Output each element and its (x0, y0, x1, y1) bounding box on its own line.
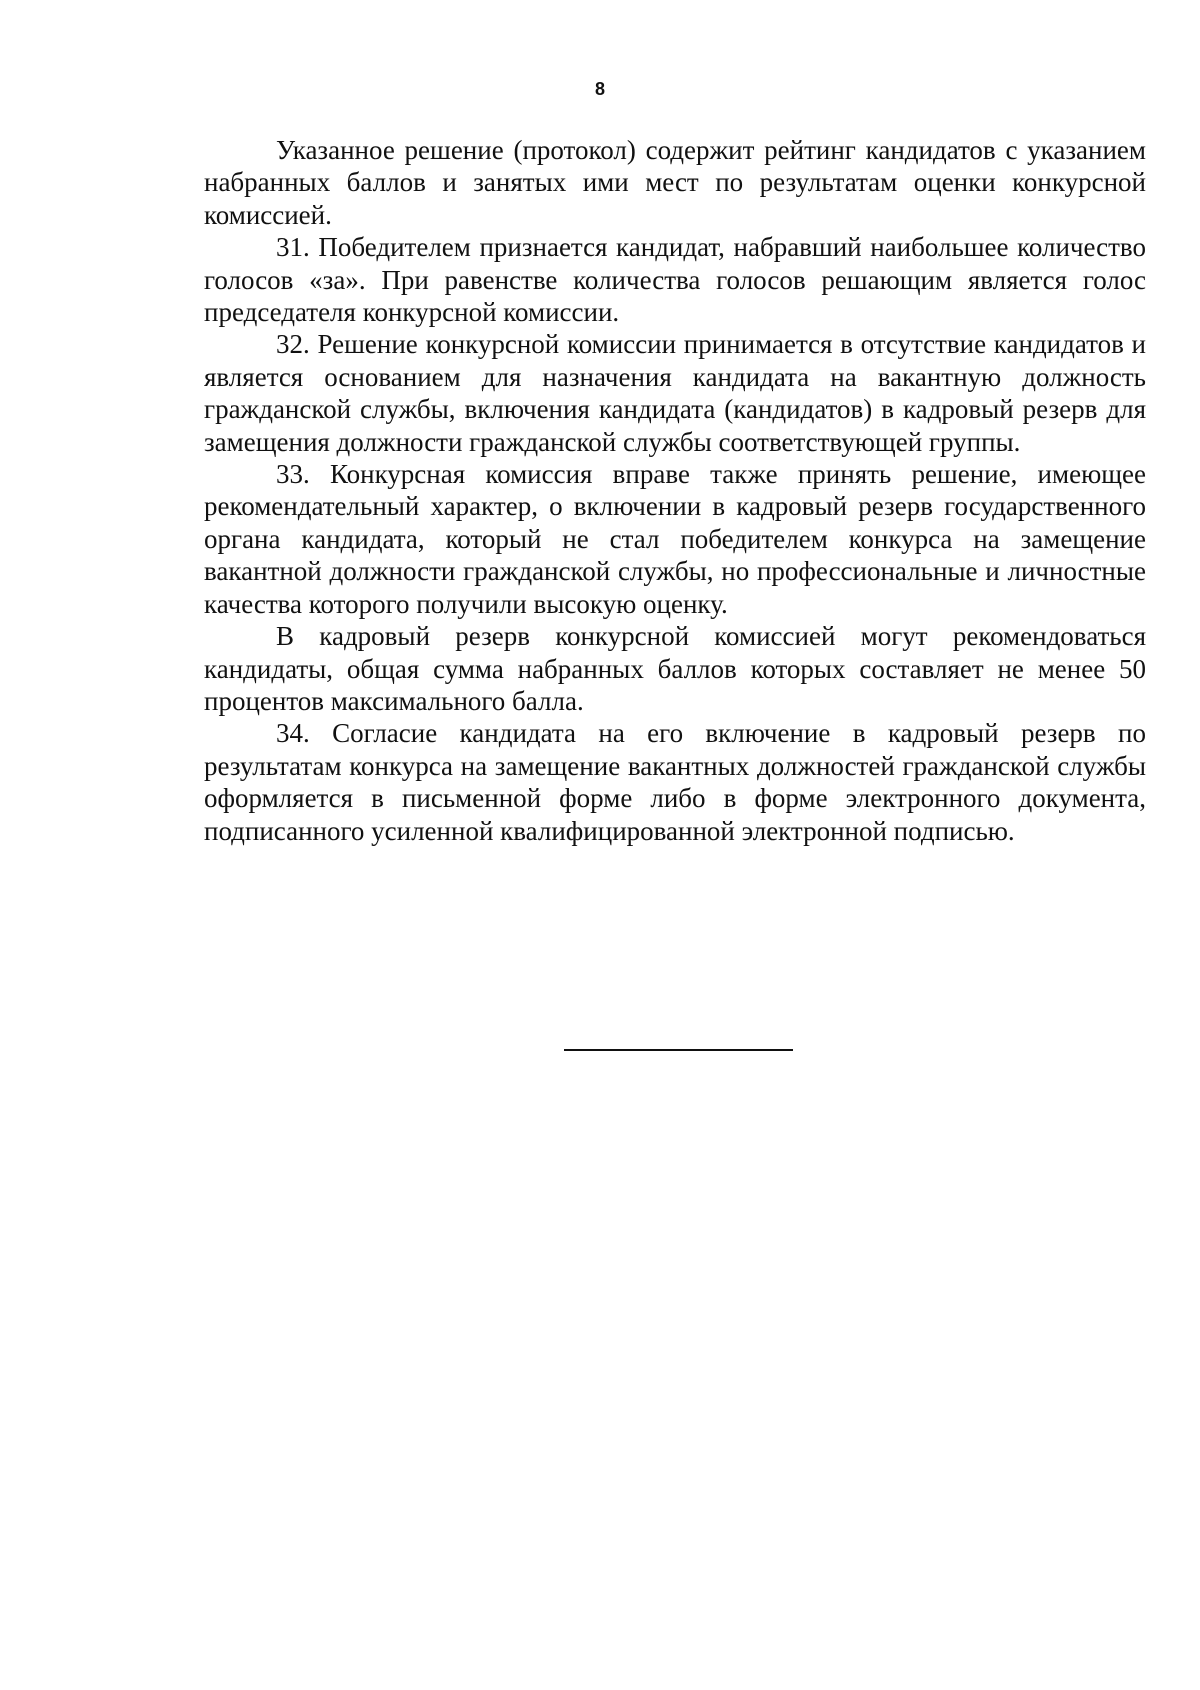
paragraph-34-consent: 34. Согласие кандидата на его включение в кадровый резерв по результатам конкурса на замещение вакантных должностей гражданской службы оформляется в письменной форме либо в форме электронного документа, подписанного усиленной квалифицированной электронной подписью. (204, 718, 1146, 846)
paragraph-rating-protocol: Указанное решение (протокол) содержит рейтинг кандидатов с указанием набранных баллов и занятых ими мест по результатам оценки конкурсной комиссией. (204, 135, 1146, 230)
document-body (204, 134, 1146, 847)
page-number: 8 (594, 79, 605, 99)
paragraph-31-winner: 31. Победителем признается кандидат, набравший наибольшее количество голосов «за». При равенстве количества голосов решающим является голос председателя конкурсной комиссии. (204, 232, 1146, 328)
paragraph-32-decision: 32. Решение конкурсной комиссии принимается в отсутствие кандидатов и является основанием для назначения кандидата на вакантную должность гражданской службы, включения кандидата (кандидатов) в кадровый резерв для замещения должности гражданской службы соответствующей группы. (204, 329, 1146, 457)
paragraph-reserve-threshold: В кадровый резерв конкурсной комиссией могут рекомендоваться кандидаты, общая сумма набранных баллов которых составляет не менее 50 процентов максимального балла. (204, 621, 1146, 716)
end-of-document-line (564, 1049, 793, 1051)
paragraph-33-recommendation: 33. Конкурсная комиссия вправе также принять решение, имеющее рекомендательный характер, о включении в кадровый резерв государственного органа кандидата, который не стал победителем конкурса на замещение вакантной должности гражданской службы, но профессиональные и личностные качества которого получили высокую оценку. (204, 459, 1146, 619)
